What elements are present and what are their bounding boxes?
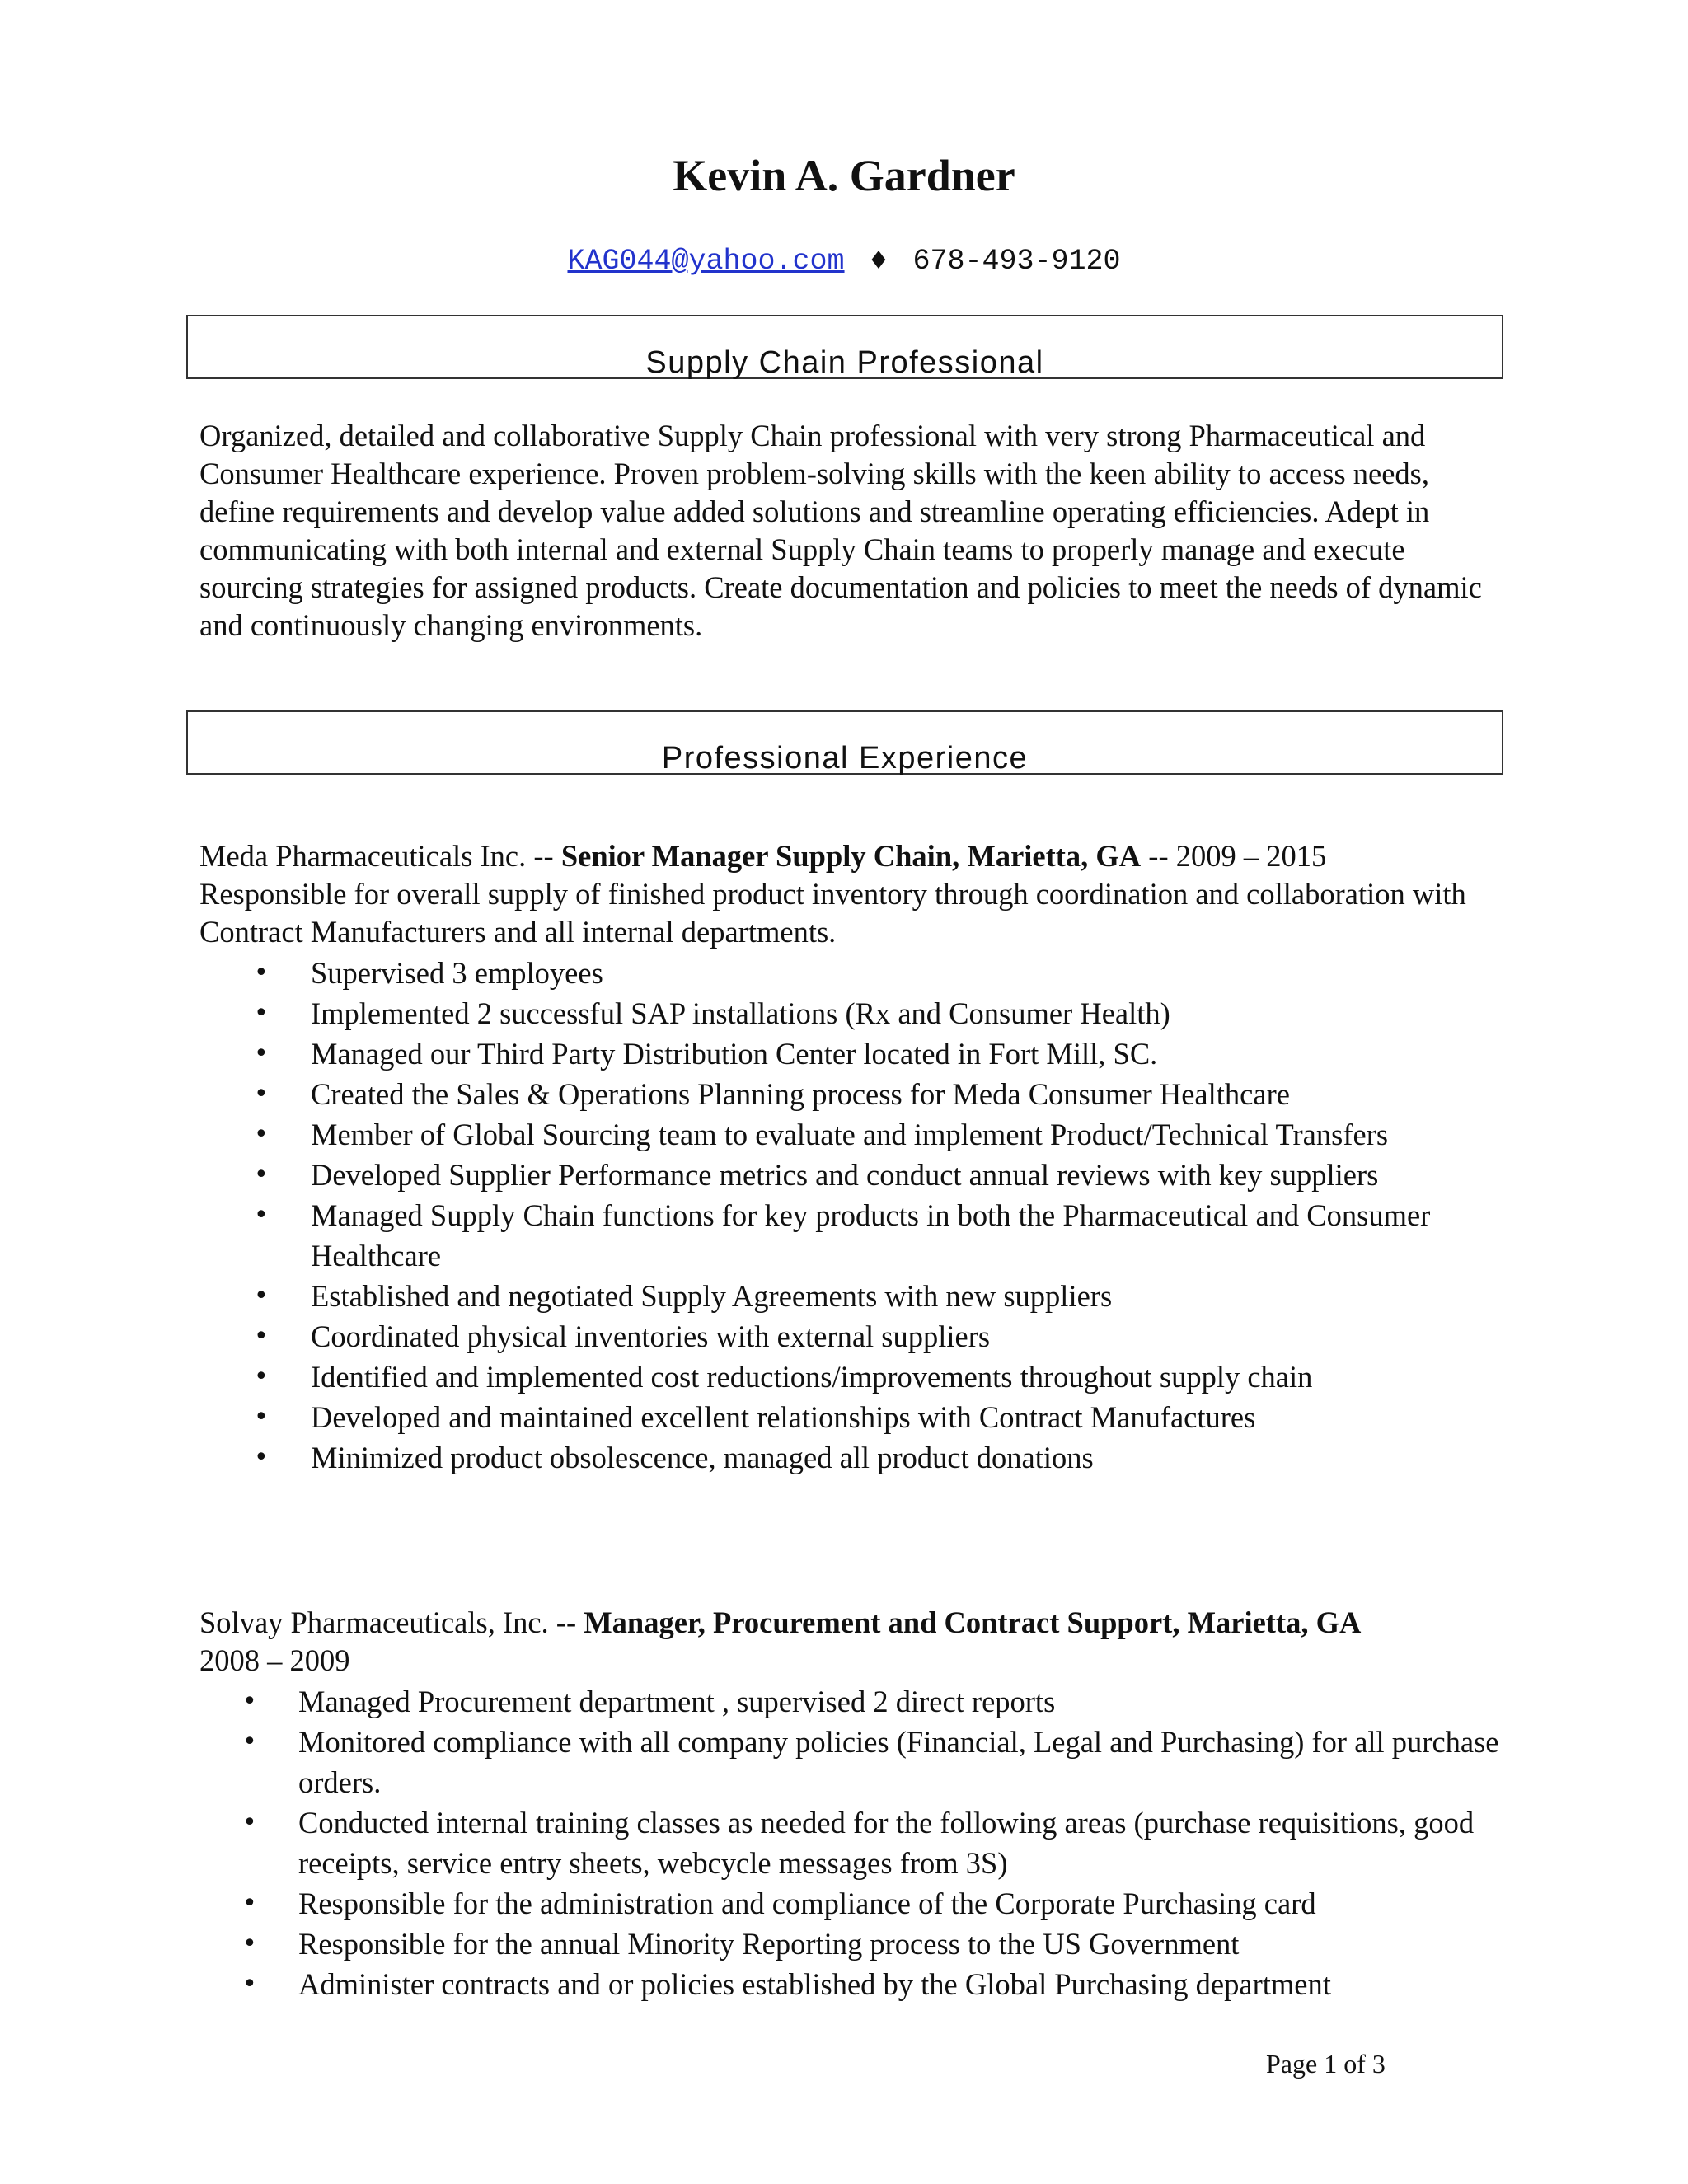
contact-line (0, 241, 1688, 282)
bullet-icon: • (242, 1687, 257, 1716)
list-item: • Supervised 3 employees (199, 953, 1526, 993)
job-entry-solvay (199, 1604, 1526, 2004)
bullet-icon: • (254, 1443, 269, 1472)
list-item: • Managed Supply Chain functions for key products in both the Pharmaceutical and Consumer Healthcare (199, 1195, 1526, 1276)
list-item: • Identified and implemented cost reductions/improvements throughout supply chain (199, 1357, 1526, 1397)
bullet-icon: • (254, 1362, 269, 1391)
list-item: • Responsible for the annual Minority Reporting process to the US Government (199, 1924, 1526, 1964)
bullet-icon: • (254, 958, 269, 987)
job-dates: 2008 – 2009 (199, 1643, 350, 1677)
list-item: • Member of Global Sourcing team to evaluate and implement Product/Technical Transfers (199, 1114, 1526, 1155)
section-header-profile (186, 315, 1503, 379)
bullet-icon: • (254, 1282, 269, 1310)
list-item: • Monitored compliance with all company policies (Financial, Legal and Purchasing) for all purchase orders. (199, 1722, 1526, 1802)
job-entry-meda (199, 837, 1526, 1478)
list-item: • Coordinated physical inventories with external suppliers (199, 1316, 1526, 1357)
bullet-icon: • (254, 1080, 269, 1108)
phone-number: 678-493-9120 (912, 245, 1121, 278)
bullet-icon: • (254, 1201, 269, 1230)
list-item: • Conducted internal training classes as needed for the following areas (purchase requisitions, good receipts, service entry sheets, webcycle messages from 3S) (199, 1802, 1526, 1883)
list-item: • Minimized product obsolescence, managed all product donations (199, 1437, 1526, 1478)
job-dates: -- 2009 – 2015 (1141, 839, 1327, 873)
job-company: Solvay Pharmaceuticals, Inc. -- (199, 1605, 584, 1639)
bullet-icon: • (242, 1929, 257, 1958)
job-description: Responsible for overall supply of finished product inventory through coordination and collaboration with Contract Manufacturers and all internal departments. (199, 877, 1466, 949)
bullet-icon: • (254, 1039, 269, 1068)
job-heading (199, 837, 1526, 875)
section-title-experience: Professional Experience (661, 740, 1029, 776)
summary-paragraph: Organized, detailed and collaborative Supply Chain professional with very strong Pharmaceutical and Consumer Healthcare experience. Proven problem-solving skills with the keen ability to access needs, define requirements and develop value added solutions and streamline operating efficiencies. Adept in communicating with both internal and external Supply Chain teams to properly manage and execute sourcing strategies for assigned products. Create documentation and policies to meet the needs of dynamic and continuously changing environments. (199, 419, 1482, 642)
list-item: • Developed and maintained excellent relationships with Contract Manufactures (199, 1397, 1526, 1437)
bullet-icon: • (242, 1808, 257, 1837)
section-title-profile: Supply Chain Professional (645, 344, 1044, 380)
bullet-icon: • (242, 1889, 257, 1918)
candidate-name: Kevin A. Gardner (673, 151, 1015, 200)
diamond-separator-icon: ♦ (867, 246, 890, 275)
list-item: • Created the Sales & Operations Planning process for Meda Consumer Healthcare (199, 1074, 1526, 1114)
bullet-icon: • (242, 1727, 257, 1756)
job-bullet-list (199, 953, 1526, 1478)
job-title: Senior Manager Supply Chain, Marietta, GA (560, 839, 1142, 873)
job-heading (199, 1604, 1526, 1642)
bullet-icon: • (242, 1970, 257, 1999)
bullet-icon: • (254, 1403, 269, 1432)
list-item: • Administer contracts and or policies established by the Global Purchasing department (199, 1964, 1526, 2004)
job-bullet-list (199, 1681, 1526, 2004)
bullet-icon: • (254, 1322, 269, 1351)
list-item: • Managed our Third Party Distribution Center located in Fort Mill, SC. (199, 1033, 1526, 1074)
list-item: • Implemented 2 successful SAP installations (Rx and Consumer Health) (199, 993, 1526, 1033)
list-item: • Responsible for the administration and compliance of the Corporate Purchasing card (199, 1883, 1526, 1924)
bullet-icon: • (254, 1120, 269, 1149)
bullet-icon: • (254, 999, 269, 1028)
page-number: Page 1 of 3 (1266, 2049, 1386, 2079)
section-header-experience (186, 710, 1503, 775)
job-title: Manager, Procurement and Contract Support, Marietta, GA (584, 1605, 1362, 1639)
list-item: • Developed Supplier Performance metrics and conduct annual reviews with key suppliers (199, 1155, 1526, 1195)
list-item: • Established and negotiated Supply Agreements with new suppliers (199, 1276, 1526, 1316)
email-link[interactable]: KAG044@yahoo.com (567, 245, 845, 278)
list-item: • Managed Procurement department , supervised 2 direct reports (199, 1681, 1526, 1722)
job-company: Meda Pharmaceuticals Inc. -- (199, 839, 561, 873)
bullet-icon: • (254, 1160, 269, 1189)
